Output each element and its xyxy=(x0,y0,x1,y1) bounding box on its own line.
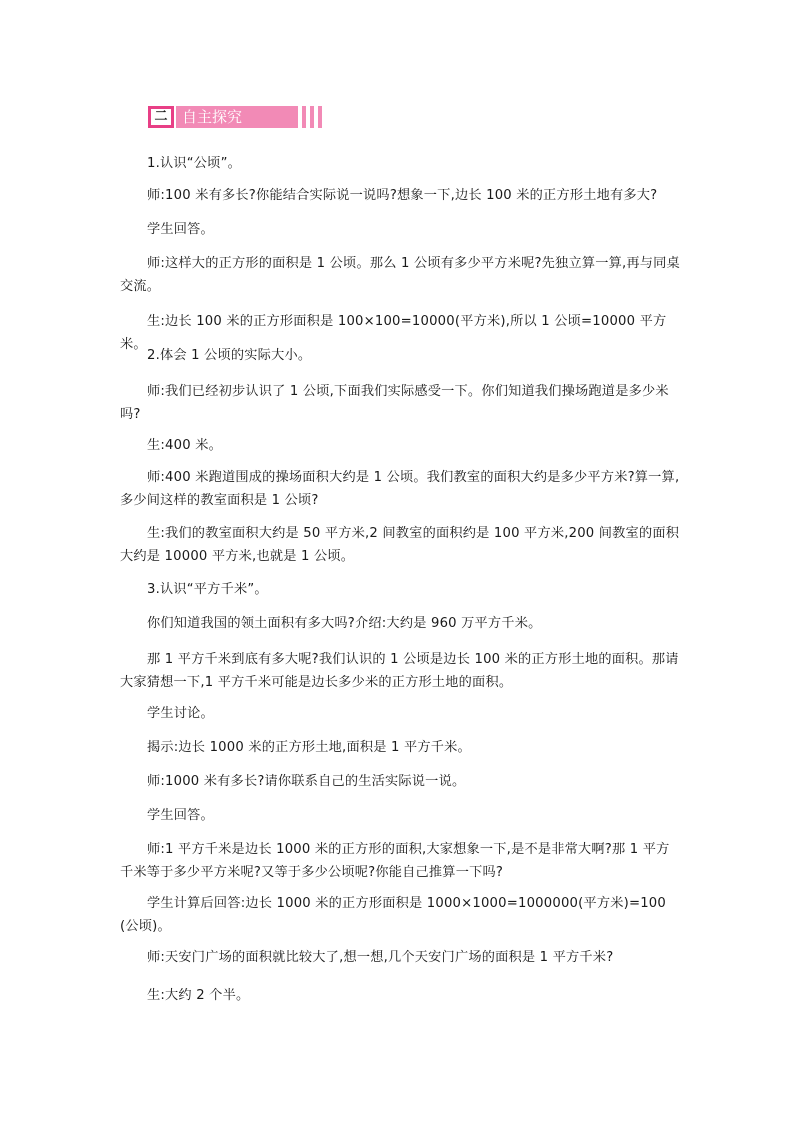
paragraph: 那 1 平方千米到底有多大呢?我们认识的 1 公顷是边长 100 米的正方形土地的面积。那请大家猜想一下,1 平方千米可能是边长多少米的正方形土地的面积。 xyxy=(120,652,679,690)
paragraph: 学生计算后回答:边长 1000 米的正方形面积是 1000×1000=1000000(平方米)=100(公顷)。 xyxy=(120,896,666,934)
paragraph: 师:天安门广场的面积就比较大了,想一想,几个天安门广场的面积是 1 平方千米? xyxy=(147,950,614,965)
section-title: 自主探究 xyxy=(176,106,298,128)
paragraph: 学生讨论。 xyxy=(147,706,214,721)
paragraph: 3.认识“平方千米”。 xyxy=(147,582,268,597)
paragraph: 生:大约 2 个半。 xyxy=(147,988,250,1003)
paragraph: 师:100 米有多长?你能结合实际说一说吗?想象一下,边长 100 米的正方形土地有多大? xyxy=(147,188,658,203)
paragraph: 2.体会 1 公顷的实际大小。 xyxy=(147,348,312,363)
paragraph: 师:1 平方千米是边长 1000 米的正方形的面积,大家想象一下,是不是非常大啊?那 1 平方千米等于多少平方米呢?又等于多少公顷呢?你能自己推算一下吗? xyxy=(120,842,670,880)
section-header-banner xyxy=(148,106,334,128)
paragraph: 学生回答。 xyxy=(147,808,214,823)
paragraph: 师:400 米跑道围成的操场面积大约是 1 公顷。我们教室的面积大约是多少平方米?算一算,多少间这样的教室面积是 1 公顷? xyxy=(120,470,680,508)
paragraph: 揭示:边长 1000 米的正方形土地,面积是 1 平方千米。 xyxy=(147,740,471,755)
paragraph: 师:我们已经初步认识了 1 公顷,下面我们实际感受一下。你们知道我们操场跑道是多少米吗? xyxy=(120,384,669,422)
paragraph: 1.认识“公顷”。 xyxy=(147,156,241,171)
section-number-box xyxy=(148,106,174,128)
paragraph: 师:这样大的正方形的面积是 1 公顷。那么 1 公顷有多少平方米呢?先独立算一算,再与同桌交流。 xyxy=(120,256,680,294)
paragraph: 生:我们的教室面积大约是 50 平方米,2 间教室的面积约是 100 平方米,200 间教室的面积大约是 10000 平方米,也就是 1 公顷。 xyxy=(120,526,680,564)
paragraph: 生:400 米。 xyxy=(147,438,222,453)
paragraph: 你们知道我国的领土面积有多大吗?介绍:大约是 960 万平方千米。 xyxy=(147,616,542,631)
paragraph: 学生回答。 xyxy=(147,222,214,237)
banner-stripes-decoration xyxy=(302,106,326,128)
paragraph: 师:1000 米有多长?请你联系自己的生活实际说一说。 xyxy=(147,774,466,789)
section-number: 二 xyxy=(151,109,171,125)
paragraph: 生:边长 100 米的正方形面积是 100×100=10000(平方米),所以 1 公顷=10000 平方米。 xyxy=(120,314,667,352)
